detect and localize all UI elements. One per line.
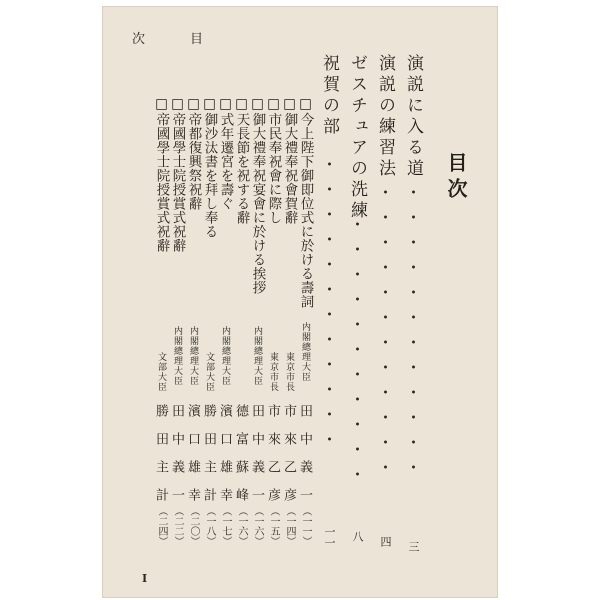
section-title-4: 祝賀の部 [319,54,339,138]
entry-name-9: 田中義一 [169,404,184,516]
running-head-right: 目 [190,32,204,47]
entry-position-10: 文部大臣 [156,352,166,392]
entry-title-9: □帝國學士院授賞式祝辭 [169,96,186,253]
book-page [102,6,498,598]
section-title-3: ゼスチュアの洗練 [347,54,367,222]
running-head-left: 次 [132,32,146,47]
entry-title-2: □御大禮奉祝會賀辭 [281,96,298,225]
entry-name-7: 勝田主計 [201,404,216,516]
section-title-2: 演説の練習法 [375,54,395,180]
entry-page-3: （一五） [268,506,279,546]
page-title: 目次 [444,152,468,204]
entry-name-4: 田中義一 [249,404,264,516]
entry-page-7: （一八） [204,506,215,546]
entry-page-4: （一六） [252,506,263,546]
entry-title-10: □帝國學士院授賞式祝辭 [153,96,170,253]
entry-title-7: □御沙汰書を拜し奉る [201,96,218,239]
entry-page-2: （一四） [284,506,295,546]
section-page-2: 四 [379,536,392,547]
entry-position-6: 内閣總理大臣 [220,326,230,386]
entry-name-3: 市來乙彦 [265,404,280,516]
section-dots-4: ・・・・・・・・・・・・ [319,156,338,456]
entry-name-8: 濱口雄幸 [185,404,200,516]
section-page-1: 三 [407,541,420,552]
section-title-1: 演説に入る道 [403,54,423,180]
entry-title-6: □式年遷宮を壽ぐ [217,96,234,211]
section-dots-3: ・・・・・・・・・・・ [347,216,366,491]
entry-title-3: □市民奉祝會に際し [265,96,282,225]
section-dots-1: ・・・・・・・・・・・・ [403,184,422,484]
entry-page-10: （二四） [156,506,167,546]
section-page-3: 八 [351,531,364,542]
entry-page-5: （一六） [236,506,247,546]
entry-position-3: 東京市長 [268,352,278,392]
section-page-4: 一一 [323,526,336,548]
entry-page-9: （二二） [172,506,183,546]
entry-position-4: 内閣總理大臣 [252,326,262,386]
entry-name-6: 濱口雄幸 [217,404,232,516]
entry-title-1: □今上陛下御即位式に於ける壽詞 [297,96,314,309]
entry-page-6: （一七） [220,506,231,546]
entry-position-8: 内閣總理大臣 [188,326,198,386]
section-dots-2: ・・・・・・・・・・・・ [375,184,394,484]
entry-name-2: 市來乙彦 [281,404,296,516]
entry-name-10: 勝田主計 [153,404,168,516]
entry-position-9: 内閣總理大臣 [172,326,182,386]
page-folio: I [142,572,148,585]
entry-name-1: 田中義一 [297,404,312,516]
entry-position-2: 東京市長 [284,352,294,392]
entry-title-4: □御大禮奉祝宴會に於ける挨拶 [249,96,266,295]
entry-name-5: 德富蘇峰 [233,404,248,516]
entry-title-8: □帝都復興祭祝辭 [185,96,202,211]
entry-page-1: （一一） [300,506,311,546]
entry-position-1: 内閣總理大臣 [300,322,310,382]
entry-title-5: □天長節を祝する辭 [233,96,250,225]
entry-position-7: 文部大臣 [204,352,214,392]
entry-page-8: （二〇） [188,506,199,546]
